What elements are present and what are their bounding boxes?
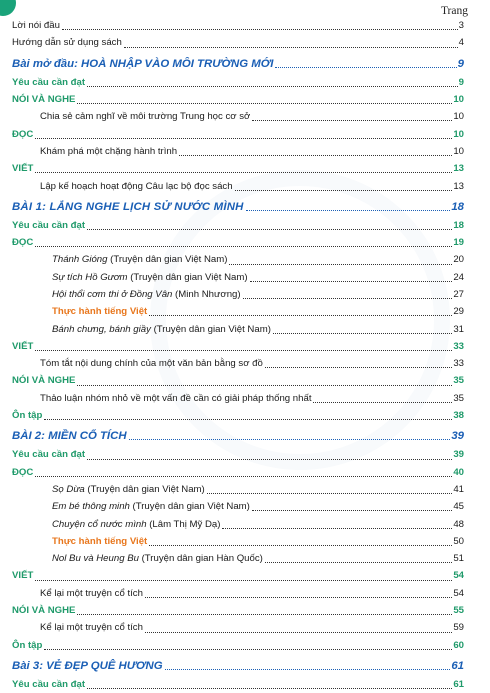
toc-entry-label: Tóm tắt nội dung chính của một văn bản bằng sơ đồ [40, 358, 263, 370]
work-source: (Truyện dân gian Việt Nam) [127, 271, 248, 283]
toc-entry[interactable] [12, 143, 464, 160]
toc-practice-label: Thực hành tiếng Việt [52, 306, 148, 318]
toc-section[interactable] [12, 234, 464, 251]
toc-page-number: 54 [453, 587, 464, 599]
toc-page-number: 54 [453, 570, 464, 582]
toc-page-number: 20 [453, 254, 464, 266]
toc-page-number: 10 [453, 94, 464, 106]
toc-page-number: 41 [453, 483, 464, 495]
toc-entry-label [52, 289, 243, 300]
toc-section[interactable] [12, 446, 464, 463]
toc-section[interactable] [12, 125, 464, 142]
dot-leader [149, 545, 452, 546]
work-title: Sự tích Hồ Gươm [52, 271, 128, 283]
dot-leader [145, 597, 452, 598]
toc-entry-label [52, 324, 273, 335]
dot-leader [129, 439, 451, 440]
toc-entry-label [52, 501, 252, 512]
toc-entry[interactable] [12, 286, 464, 303]
toc-section-label: Yêu cầu cần đạt [12, 219, 86, 231]
dot-leader [77, 385, 452, 386]
toc-entry-label: Kể lại một truyện cổ tích [40, 622, 143, 634]
toc-section-label: ĐỌC [12, 128, 34, 140]
dot-leader [35, 172, 452, 173]
page-column-header: Trang [440, 5, 468, 17]
toc-section-label: NÓI VÀ NGHE [12, 375, 76, 387]
toc-page-number: 31 [453, 323, 464, 335]
dot-leader [179, 155, 452, 156]
dot-leader [265, 367, 453, 368]
toc-page-number: 3 [458, 20, 464, 32]
toc-entry-label [52, 484, 207, 495]
dot-leader [87, 86, 458, 87]
toc-entry-label: Chia sẻ cảm nghĩ về môi trường Trung học cơ sở [40, 111, 251, 123]
toc-page-number: 29 [453, 306, 464, 318]
dot-leader [207, 493, 453, 494]
toc-section-label: Yêu cầu cần đạt [12, 678, 86, 690]
toc-page-number: 45 [453, 501, 464, 513]
dot-leader [87, 229, 452, 230]
work-title: Nol Bu và Heung Bu [52, 553, 139, 565]
toc-page-number: 61 [453, 678, 464, 690]
toc-page-number: 60 [453, 639, 464, 651]
dot-leader [35, 138, 452, 139]
toc-page-number: 24 [453, 271, 464, 283]
dot-leader [275, 67, 456, 68]
toc-section[interactable] [12, 676, 464, 693]
dot-leader [229, 264, 452, 265]
toc-unit-heading[interactable] [12, 426, 464, 446]
toc-section[interactable] [12, 338, 464, 355]
toc-page-number: 35 [453, 375, 464, 387]
dot-leader [35, 246, 452, 247]
toc-page-number: 4 [458, 37, 464, 49]
toc-page-number: 18 [453, 219, 464, 231]
toc-section[interactable] [12, 217, 464, 234]
toc-page-number: 48 [453, 518, 464, 530]
table-of-contents [12, 17, 464, 693]
toc-unit-heading[interactable] [12, 656, 464, 676]
toc-section-label: Ôn tập [12, 410, 43, 422]
toc-practice-label: Thực hành tiếng Việt [52, 535, 148, 547]
work-source: (Truyện dân gian Việt Nam) [129, 501, 250, 513]
toc-page-number: 40 [453, 466, 464, 478]
dot-leader [273, 333, 452, 334]
dot-leader [246, 210, 451, 211]
toc-section-label: NÓI VÀ NGHE [12, 94, 76, 106]
dot-leader [235, 190, 453, 191]
toc-page-number: 33 [453, 340, 464, 352]
toc-entry-label: Lời nói đầu [12, 20, 60, 32]
dot-leader [44, 419, 452, 420]
toc-entry-label: Khám phá một chặng hành trình [40, 145, 178, 157]
toc-entry-label [52, 553, 265, 564]
toc-page-number: 55 [453, 605, 464, 617]
toc-section[interactable] [12, 567, 464, 584]
toc-page-number: 18 [451, 200, 464, 213]
dot-leader [222, 528, 452, 529]
corner-decoration [0, 0, 16, 16]
toc-section-label: Yêu cầu cần đạt [12, 449, 86, 461]
dot-leader [124, 47, 458, 48]
toc-page-number: 9 [457, 57, 464, 70]
toc-page-number: 13 [453, 163, 464, 175]
toc-entry[interactable] [12, 320, 464, 337]
toc-section-label: VIẾT [12, 340, 34, 352]
toc-entry[interactable] [12, 355, 464, 372]
work-title: Em bé thông minh [52, 501, 130, 513]
toc-unit-title: BÀI 2: MIỀN CỔ TÍCH [12, 430, 127, 443]
toc-page-number: 38 [453, 410, 464, 422]
work-title: Chuyện cổ nước mình [52, 518, 147, 530]
toc-entry[interactable] [12, 619, 464, 636]
toc-page-number: 10 [453, 111, 464, 123]
toc-page-number: 27 [453, 289, 464, 300]
toc-entry[interactable] [12, 251, 464, 268]
toc-unit-heading[interactable] [12, 197, 464, 217]
dot-leader [252, 120, 452, 121]
toc-page-number: 19 [453, 237, 464, 249]
dot-leader [252, 510, 452, 511]
toc-entry[interactable] [12, 498, 464, 515]
work-title: Sọ Dừa [52, 483, 85, 495]
toc-entry[interactable] [12, 585, 464, 602]
toc-page-number: 10 [453, 128, 464, 140]
toc-entry-label [52, 254, 229, 265]
toc-unit-title: Bài 3: VẺ ĐẸP QUÊ HƯƠNG [12, 659, 163, 672]
toc-page-number: 9 [458, 76, 464, 88]
dot-leader [35, 580, 452, 581]
toc-entry[interactable] [12, 550, 464, 567]
toc-section[interactable] [12, 464, 464, 481]
toc-section[interactable] [12, 372, 464, 389]
toc-section-label: NÓI VÀ NGHE [12, 605, 76, 617]
toc-entry-label: Lập kế hoạch hoạt động Câu lạc bộ đọc sách [40, 180, 233, 192]
dot-leader [87, 688, 452, 689]
dot-leader [77, 103, 452, 104]
toc-section-label: Ôn tập [12, 639, 43, 651]
dot-leader [313, 402, 452, 403]
work-source: (Truyện dân gian Việt Nam) [107, 254, 228, 266]
dot-leader [149, 315, 452, 316]
toc-page-number: 10 [453, 145, 464, 157]
toc-section-label: ĐỌC [12, 237, 34, 249]
work-title: Hội thổi cơm thi ở Đồng Vân [52, 289, 173, 300]
toc-section[interactable] [12, 91, 464, 108]
dot-leader [265, 562, 452, 563]
work-source: (Truyện dân gian Việt Nam) [84, 483, 205, 495]
work-title: Bánh chưng, bánh giầy [52, 323, 151, 335]
toc-entry[interactable] [12, 177, 464, 194]
dot-leader [44, 649, 452, 650]
toc-page-number: 50 [453, 535, 464, 547]
toc-section-label: VIẾT [12, 163, 34, 175]
toc-entry-label: Thảo luận nhóm nhỏ về một vấn đề cần có giải pháp thống nhất [40, 392, 312, 404]
toc-entry-label: Hướng dẫn sử dụng sách [12, 37, 122, 49]
dot-leader [87, 459, 452, 460]
toc-section[interactable] [12, 407, 464, 424]
toc-page-number: 39 [453, 449, 464, 461]
dot-leader [62, 29, 458, 30]
dot-leader [35, 476, 452, 477]
toc-section[interactable] [12, 160, 464, 177]
work-source: (Minh Nhương) [172, 289, 241, 300]
toc-entry-label [52, 519, 222, 530]
toc-unit-title: BÀI 1: LẮNG NGHE LỊCH SỬ NƯỚC MÌNH [12, 200, 244, 213]
toc-entry[interactable] [12, 390, 464, 407]
toc-section[interactable] [12, 602, 464, 619]
toc-page-number: 33 [453, 358, 464, 370]
toc-unit-heading[interactable] [12, 54, 464, 74]
toc-section[interactable] [12, 74, 464, 91]
dot-leader [35, 350, 452, 351]
toc-page-number: 59 [453, 622, 464, 634]
toc-section[interactable] [12, 637, 464, 654]
toc-section-label: ĐỌC [12, 466, 34, 478]
toc-practice[interactable] [12, 303, 464, 320]
toc-entry[interactable] [12, 17, 464, 34]
toc-entry[interactable] [12, 481, 464, 498]
toc-section-label: VIẾT [12, 570, 34, 582]
work-source: (Truyện dân gian Hàn Quốc) [138, 553, 263, 565]
toc-page-number: 61 [451, 659, 464, 672]
dot-leader [243, 298, 453, 299]
toc-page-number: 51 [453, 553, 464, 565]
work-source: (Truyện dân gian Việt Nam) [150, 323, 271, 335]
toc-entry[interactable] [12, 34, 464, 51]
work-title: Thánh Gióng [52, 254, 108, 266]
toc-unit-title: Bài mở đầu: HOÀ NHẬP VÀO MÔI TRƯỜNG MỚI [12, 57, 274, 70]
dot-leader [145, 632, 452, 633]
toc-page-number: 13 [453, 180, 464, 192]
toc-practice[interactable] [12, 533, 464, 550]
toc-section-label: Yêu cầu cần đạt [12, 76, 86, 88]
toc-entry-label [52, 272, 250, 283]
work-source: (Lâm Thị Mỹ Dạ) [146, 518, 221, 530]
toc-entry-label: Kể lại một truyện cổ tích [40, 587, 143, 599]
toc-entry[interactable] [12, 108, 464, 125]
dot-leader [77, 614, 452, 615]
toc-page-number: 35 [453, 392, 464, 404]
toc-entry[interactable] [12, 269, 464, 286]
toc-entry[interactable] [12, 515, 464, 532]
dot-leader [165, 669, 451, 670]
toc-page-number: 39 [451, 430, 464, 443]
dot-leader [250, 281, 453, 282]
